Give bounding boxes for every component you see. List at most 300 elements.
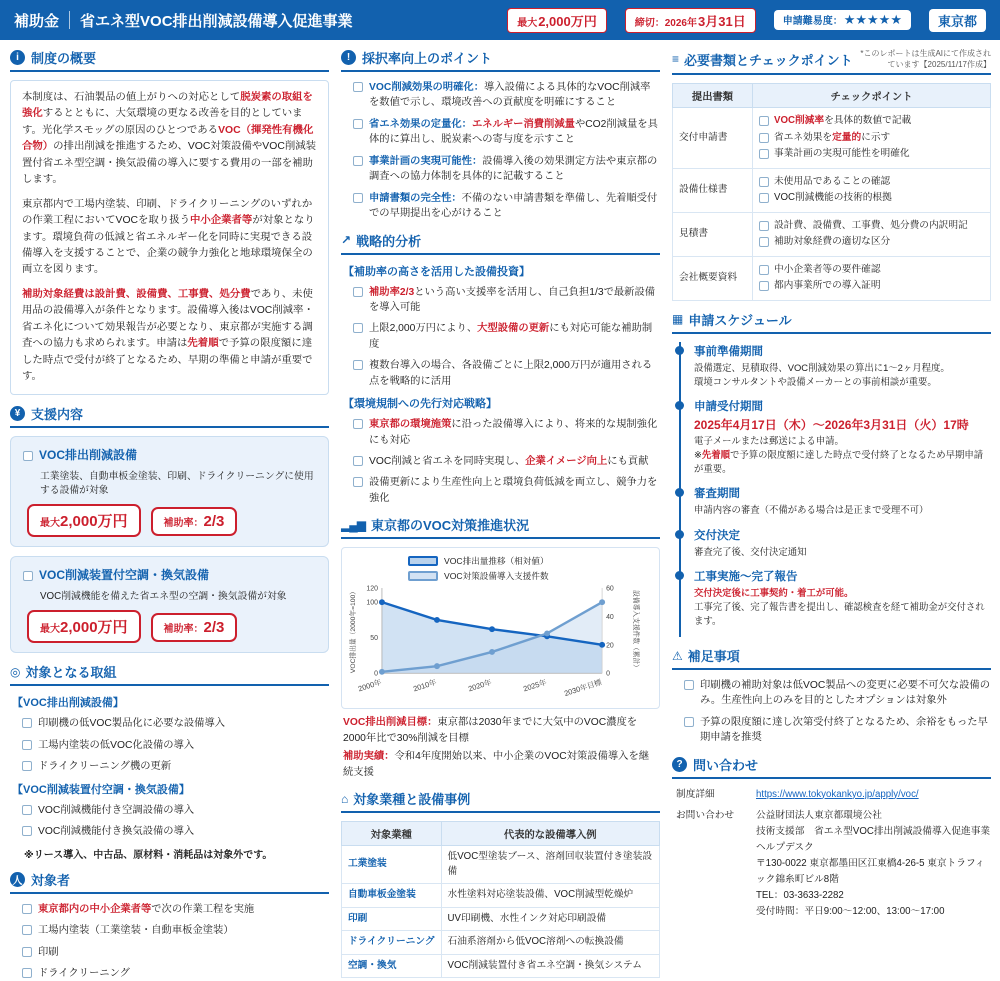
text-segment: エネルギー消費削減量 <box>471 118 575 130</box>
section-voc-status <box>341 515 660 780</box>
checklist-text <box>369 117 660 148</box>
checklist-item <box>22 716 329 731</box>
checkbox-icon <box>759 281 769 291</box>
text-segment: VOC削減と省エネを同時実現し、 <box>369 456 526 467</box>
badge-row <box>27 610 316 643</box>
table-row <box>342 907 660 931</box>
industries-table <box>341 821 660 978</box>
target-icon: ◎ <box>10 664 20 679</box>
timeline-step-line <box>694 545 991 559</box>
section-header <box>672 48 991 75</box>
text-segment: 東京都は2030年までに大気中のVOC濃度を2000年比で30%削減を目標 <box>343 717 638 744</box>
legend-item <box>408 555 655 567</box>
section-overview <box>10 48 329 395</box>
checklist-text <box>369 321 660 352</box>
text-segment: 複数台導入の場合、各設備ごとに上限2,000万円が適用される点を戦略的に活用 <box>369 360 653 387</box>
checklist-text <box>38 966 130 981</box>
section-header <box>10 48 329 72</box>
star-rating-icon: ★★★★★ <box>843 12 902 27</box>
max-amount-badge <box>27 504 141 537</box>
page-title: 省エネ型VOC排出削減設備導入促進事業 <box>80 12 353 30</box>
text-segment: 不備のない申請書類を準備し、先着順受付での早期提出を心がけること <box>369 192 658 220</box>
timeline-step <box>681 568 991 637</box>
header-divider <box>69 11 70 29</box>
region-badge: 東京都 <box>929 9 986 32</box>
checklist-item <box>353 417 660 448</box>
warning-icon: ⚠ <box>672 648 682 663</box>
header-category: 補助金 <box>14 12 60 30</box>
checkpoints-cell <box>753 212 991 256</box>
svg-text:2010年: 2010年 <box>412 677 438 694</box>
checklist-item <box>353 80 660 111</box>
checkbox-icon <box>684 717 694 727</box>
timeline-step-title: 申請受付期間 <box>694 401 763 414</box>
text-segment: 設計費、設備費、工事費、処分費の内訳明記 <box>774 219 968 231</box>
middle-column <box>341 48 660 971</box>
section-schedule <box>672 310 991 637</box>
svg-text:120: 120 <box>366 585 378 593</box>
checkpoint-item <box>759 191 984 206</box>
lightbulb-icon: ! <box>341 50 356 65</box>
text-segment: 東京都の環境施策 <box>369 419 452 431</box>
checkpoint-item <box>759 279 984 294</box>
checkbox-icon <box>759 133 769 143</box>
header-bar <box>0 0 1000 40</box>
group-heading: 【VOC排出削減設備】 <box>12 697 124 710</box>
checklist-text <box>369 475 660 506</box>
timeline-step-title: 事前準備期間 <box>694 345 763 358</box>
support-card-desc: 工業塗装、自動車板金塗装、印刷、ドライクリーニングに使用する設備が対象 <box>40 471 314 497</box>
text-segment: 電子メールまたは郵送による申請。 <box>694 435 844 447</box>
contact-row <box>676 787 991 803</box>
voc-program-link[interactable]: https://www.tokyokankyo.jp/apply/voc/ <box>756 788 919 800</box>
badge-prefix: 最大 <box>40 518 60 530</box>
timeline-step-line <box>694 416 991 434</box>
overview-paragraph <box>22 197 317 279</box>
checkpoint-text <box>774 131 890 146</box>
text-segment: 設備導入後の効果測定方法や東京都の調査への協力体制を具体的に記載すること <box>369 155 658 183</box>
checkbox-icon <box>353 287 363 297</box>
text-segment: 申請内容の審査（不備がある場合は是正まで受理不可） <box>694 504 929 516</box>
checklist-text <box>38 759 171 774</box>
text-segment: 上限2,000万円により、 <box>369 323 478 335</box>
text-segment: 補助対象経費は設計費、設備費、工事費、処分費 <box>22 288 251 300</box>
checklist-text <box>369 80 660 111</box>
checklist-text <box>700 715 991 746</box>
checklist-item <box>353 285 660 316</box>
industry-cell: 自動車板金塗装 <box>342 884 442 908</box>
section-points <box>341 48 660 222</box>
text-segment: VOC削減機能の技術的根拠 <box>774 192 892 204</box>
svg-text:50: 50 <box>370 635 378 643</box>
section-header <box>341 515 660 539</box>
text-segment: 工事完了後、完了報告書を提出し、確認検査を経て補助金が交付されます。 <box>694 600 985 626</box>
document-icon: ≡ <box>672 52 679 66</box>
document-name-cell: 見積書 <box>673 212 753 256</box>
table-row <box>673 256 991 300</box>
schedule-timeline <box>679 342 991 637</box>
factory-icon: ⌂ <box>341 791 348 806</box>
section-title: 採択率向上のポイント <box>362 51 493 66</box>
checkbox-icon <box>684 680 694 690</box>
checklist-item <box>353 117 660 148</box>
text-segment: 本制度は、石油製品の値上がりへの対応として <box>22 92 241 103</box>
text-segment: にも貢献 <box>607 456 649 467</box>
checklist-text <box>38 824 194 839</box>
checklist-text <box>38 902 254 917</box>
group-heading: 【VOC削減装置付空調・換気設備】 <box>12 783 190 796</box>
checklist-item <box>353 475 660 506</box>
checkpoints-cell <box>753 168 991 212</box>
section-activities <box>10 662 329 860</box>
checkpoint-item <box>759 263 984 278</box>
document-name-cell: 設備仕様書 <box>673 168 753 212</box>
checkpoint-text <box>774 114 911 129</box>
contact-label: 制度詳細 <box>676 788 715 800</box>
table-row <box>342 846 660 884</box>
text-segment: 2025年4月17日（木）～2026年3月31日（火）17時 <box>694 418 969 433</box>
section-analysis <box>341 231 660 507</box>
checkbox-icon <box>22 805 32 815</box>
text-segment: に沿った設備導入により、将来的な規制強化にも対応 <box>369 419 658 446</box>
checkbox-icon <box>353 477 363 487</box>
max-amount-badge <box>27 610 141 643</box>
checkbox-icon <box>759 149 769 159</box>
text-segment: という高い支援率を活用し、自己負担1/3で最新設備を導入可能 <box>369 286 656 313</box>
analysis-groups <box>341 263 660 507</box>
timeline-step-line <box>694 448 991 476</box>
text-segment: VOC削減効果の明確化： <box>369 82 484 93</box>
text-segment: で次の作業工程を実施 <box>151 903 255 915</box>
table-header-row <box>673 84 991 108</box>
chart-panel <box>341 547 660 709</box>
text-segment: 事業計画の実現可能性： <box>369 155 483 167</box>
support-cards <box>10 436 329 653</box>
text-segment: 省エネ効果の定量化： <box>369 118 472 130</box>
column-header: チェックポイント <box>753 84 991 108</box>
difficulty-badge: 申請難易度： ★★★★★ <box>774 10 911 30</box>
checkbox-icon <box>353 419 363 429</box>
section-header <box>10 870 329 894</box>
text-segment: の排出削減を推進するため、VOC対策設備やVOC削減装置付省エネ型空調・換気設備の導入に要する費用の一部を補助します。 <box>22 141 316 186</box>
checkbox-icon <box>22 968 32 978</box>
checklist-text <box>38 716 225 731</box>
text-segment: 企業イメージ向上 <box>525 456 608 467</box>
bar-chart-icon: ▂▄▆ <box>341 517 365 532</box>
table-row <box>673 108 991 169</box>
documents-table <box>672 83 991 301</box>
contact-line: 技術支援部 省エネ型VOC排出削減設備導入促進事業 ヘルプデスク <box>756 825 1000 853</box>
contact-row <box>676 808 1000 920</box>
checklist-item <box>22 759 329 774</box>
timeline-step-line <box>694 375 991 389</box>
chart-notes <box>341 715 660 780</box>
checklist-text <box>38 923 234 938</box>
text-segment: 定量的 <box>832 131 862 143</box>
text-segment: 大型設備の更新 <box>477 323 550 335</box>
badge-prefix: 補助率： <box>163 518 204 530</box>
section-documents <box>672 48 991 301</box>
table-row <box>673 168 991 212</box>
checkbox-icon <box>22 761 32 771</box>
section-audience <box>10 870 329 981</box>
section-title: 戦略的分析 <box>356 233 422 249</box>
text-segment: ドライクリーニング <box>38 967 130 979</box>
checkpoint-text <box>774 191 892 206</box>
svg-text:2000年: 2000年 <box>357 677 383 694</box>
text-segment: やCO2削減量を具体的に算出し、脱炭素への寄与度を示すこと <box>369 118 658 146</box>
support-card-title-text: VOC排出削減設備 <box>39 448 138 463</box>
svg-text:VOC排出量（2000年=100）: VOC排出量（2000年=100） <box>350 588 358 674</box>
checklist-item <box>22 902 329 917</box>
legend-swatch <box>408 556 438 566</box>
checkpoints-cell <box>753 256 991 300</box>
points-items <box>341 80 660 222</box>
max-amount-badge: 最大 2,000万円 <box>507 8 607 33</box>
text-segment: であり、未使用品の設備導入が条件となります。設備導入後はVOC削減率・省エネ化について効果報告が必要となり、東京都が実施する調査への協力も求められます。申請は <box>22 288 314 350</box>
checklist-item <box>353 321 660 352</box>
section-title: 対象者 <box>31 872 71 888</box>
document-name-cell: 会社概要資料 <box>673 256 753 300</box>
text-segment: 補助率2/3 <box>369 286 415 298</box>
overview-paragraph <box>22 287 317 386</box>
timeline-step-title: 交付決定 <box>694 529 740 542</box>
equipment-cell: VOC削減装置付き省エネ空調・換気システム <box>441 954 659 978</box>
svg-text:2025年: 2025年 <box>522 677 548 694</box>
support-card <box>10 556 329 653</box>
checkpoint-text <box>774 147 910 162</box>
text-segment: するとともに、大気環境の更なる改善を目的としています。光化学スモッグの原因のひとつである <box>22 108 303 136</box>
question-icon: ? <box>672 757 687 772</box>
audience-items <box>10 902 329 981</box>
checkbox-icon <box>353 82 363 92</box>
text-segment: 設備選定、見積取得、VOC削減効果の算出に1～2ヶ月程度。 <box>694 361 950 373</box>
checkpoint-text <box>774 279 881 294</box>
exclusion-note: ※リース導入、中古品、原材料・消耗品は対象外です。 <box>24 849 273 861</box>
timeline-step-line <box>694 361 991 375</box>
table-row <box>342 954 660 978</box>
checkpoint-text <box>774 235 890 250</box>
text-segment: 交付決定後に工事契約・着工が可能。 <box>694 586 854 598</box>
contact-value <box>756 808 1000 920</box>
voc-trend-chart <box>346 582 655 708</box>
checkbox-icon <box>759 193 769 203</box>
chart-note <box>343 715 658 746</box>
equipment-cell: UV印刷機、水性インク対応印刷設備 <box>441 907 659 931</box>
svg-text:20: 20 <box>606 642 614 650</box>
checkpoint-text <box>774 175 890 190</box>
text-segment: 予算の限度額に達し次第受付終了となるため、余裕をもった早期申請を推奨 <box>700 716 988 744</box>
checklist-item <box>684 715 991 746</box>
checklist-text <box>369 417 660 448</box>
checkpoint-text <box>774 219 968 234</box>
equipment-cell: 低VOC型塗装ブース、溶剤回収装置付き塗装設備 <box>441 846 659 884</box>
checklist-text <box>38 738 194 753</box>
checklist-item <box>22 738 329 753</box>
text-segment: 省エネ効果を <box>774 131 833 143</box>
text-segment: VOC削減機能付き空調設備の導入 <box>38 804 195 816</box>
svg-text:100: 100 <box>366 599 378 607</box>
info-icon: i <box>10 50 25 65</box>
left-column <box>10 48 329 979</box>
section-title: 支援内容 <box>31 407 84 423</box>
checklist-text <box>369 191 660 222</box>
section-title: 東京都のVOC対策推進状況 <box>370 518 530 534</box>
text-segment: が対象となります。環境負荷の低減と省エネルギー化を同時に実現できる設備導入を支援することで、企業の競争力強化と地球環境保全の両立を図ります。 <box>22 215 315 276</box>
checkpoint-item <box>759 147 984 162</box>
industry-cell: 空調・換気 <box>342 954 442 978</box>
checklist-item <box>22 923 329 938</box>
checklist-text <box>369 358 660 389</box>
checklist-item <box>353 358 660 389</box>
svg-text:0: 0 <box>606 671 610 679</box>
group-heading: 【補助率の高さを活用した設備投資】 <box>343 265 530 278</box>
text-segment: 先着順 <box>701 449 730 461</box>
text-segment: 中小企業者等の要件確認 <box>774 263 881 275</box>
checkbox-icon <box>353 360 363 370</box>
svg-text:設備導入支援件数（累計）: 設備導入支援件数（累計） <box>631 590 639 672</box>
support-card-desc: VOC削減機能を備えた省エネ型の空調・換気設備が対象 <box>40 591 287 603</box>
timeline-step <box>681 527 991 568</box>
checkbox-icon <box>353 156 363 166</box>
badge-amount: 2,000万円 <box>60 619 128 637</box>
checklist-item <box>22 824 329 839</box>
text-segment: 補助対象経費の適切な区分 <box>774 236 891 248</box>
section-header <box>672 646 991 670</box>
contact-line: TEL：03-3633-2282 <box>756 889 844 901</box>
table-row <box>342 931 660 955</box>
checkpoint-item <box>759 131 984 146</box>
ai-generated-note: *このレポートは生成AIにて作成されています【2025/11/17作成】 <box>860 49 991 69</box>
contact-line: 〒130-0022 東京都墨田区江東橋4-26-5 東京トラフィック錦糸町ビル8階 <box>756 857 985 885</box>
text-segment: 導入設備による具体的なVOC削減率を数値で示し、環境改善への貢献度を明確にすること <box>369 82 651 109</box>
support-card <box>10 436 329 547</box>
calendar-icon: ▦ <box>672 312 683 327</box>
subsidy-rate-badge <box>151 613 238 642</box>
section-title: 補足事項 <box>687 649 740 665</box>
checkpoint-item <box>759 219 984 234</box>
contact-value <box>756 787 991 803</box>
checkbox-icon <box>759 116 769 126</box>
timeline-step-title: 工事実施～完了報告 <box>694 570 798 583</box>
section-title: 必要書類とチェックポイント <box>684 52 853 68</box>
timeline-step-line <box>694 434 991 448</box>
section-header <box>341 789 660 813</box>
section-header <box>672 755 991 779</box>
industry-cell: ドライクリーニング <box>342 931 442 955</box>
legend-label: VOC対策設備導入支援件数 <box>444 571 549 582</box>
support-card-title-text: VOC削減装置付空調・換気設備 <box>39 568 210 583</box>
text-segment: 印刷機の補助対象は低VOC製品への変更に必要不可欠な設備のみ。生産性向上のみを目的としたオプションは対象外 <box>700 680 991 707</box>
text-segment: 工場内塗装（工業塗装・自動車板金塗装） <box>38 925 234 937</box>
text-segment: 審査完了後、交付決定通知 <box>694 545 807 557</box>
overview-box <box>10 80 329 395</box>
badge-value: 2/3 <box>203 619 225 637</box>
checkbox-icon <box>759 177 769 187</box>
checkpoints-cell <box>753 108 991 169</box>
notes-items <box>672 678 991 746</box>
right-column <box>672 48 1000 917</box>
checkbox-icon <box>22 826 32 836</box>
text-segment: 中小企業者等 <box>189 215 253 227</box>
text-segment: 工場内塗装の低VOC化設備の導入 <box>38 739 195 751</box>
column-header: 代表的な設備導入例 <box>441 822 659 846</box>
table-row <box>673 212 991 256</box>
section-header <box>10 404 329 428</box>
equipment-cell: 石油系溶剤から低VOC溶剤への転換設備 <box>441 931 659 955</box>
timeline-step <box>681 485 991 526</box>
checkbox-icon <box>22 947 32 957</box>
subsidy-rate-badge <box>151 507 238 536</box>
text-segment: ※ <box>694 449 702 461</box>
document-name-cell: 交付申請書 <box>673 108 753 169</box>
svg-text:60: 60 <box>606 585 614 593</box>
legend-swatch <box>408 571 438 581</box>
text-segment: 申請書類の完全性： <box>369 192 462 204</box>
checkbox-icon <box>22 740 32 750</box>
chart-note <box>343 749 658 780</box>
section-header <box>341 231 660 255</box>
timeline-step <box>681 398 991 485</box>
contact-label: お問い合わせ <box>676 809 735 821</box>
table-row <box>342 884 660 908</box>
section-title: 対象となる取組 <box>25 665 117 681</box>
section-notes <box>672 646 991 746</box>
checkbox-icon <box>759 265 769 275</box>
contact-line: 受付時間：平日9:00～12:00、13:00～17:00 <box>756 905 945 917</box>
badge-prefix: 最大 <box>40 624 60 636</box>
text-segment: VOC排出削減目標： <box>343 717 438 729</box>
section-title: 申請スケジュール <box>688 312 792 328</box>
text-segment: に示す <box>861 131 891 143</box>
yen-coin-icon: ¥ <box>10 406 25 421</box>
svg-text:2020年: 2020年 <box>467 677 493 694</box>
checklist-text <box>38 803 194 818</box>
table-header-row <box>342 822 660 846</box>
checkpoint-item <box>759 235 984 250</box>
checkbox-icon <box>22 718 32 728</box>
checkbox-icon <box>353 119 363 129</box>
overview-paragraph <box>22 90 317 189</box>
people-icon: 人 <box>10 872 25 887</box>
badge-prefix: 補助率： <box>163 624 204 636</box>
text-segment: 印刷機の低VOC製品化に必要な設備導入 <box>38 718 226 730</box>
industry-cell: 工業塗装 <box>342 846 442 884</box>
support-card-title <box>23 566 316 583</box>
text-segment: 先着順 <box>187 338 219 350</box>
text-segment: 未使用品であることの確認 <box>774 175 891 187</box>
svg-text:0: 0 <box>374 671 378 679</box>
text-segment: VOC削減機能付き換気設備の導入 <box>38 826 195 838</box>
checklist-text <box>700 678 991 709</box>
checkbox-icon <box>23 451 33 461</box>
text-segment: 令和4年度開始以来、中小企業のVOC対策設備導入を継続支援 <box>343 751 650 778</box>
checkpoint-item <box>759 175 984 190</box>
checklist-item <box>353 154 660 185</box>
group-heading: 【環境規制への先行対応戦略】 <box>343 398 497 411</box>
text-segment: で予算の限度額に達した時点で受付が終了となるため、早期の準備と申請が重要です。 <box>22 338 313 382</box>
section-contact <box>672 755 1000 920</box>
section-title: 問い合わせ <box>693 757 759 773</box>
timeline-step-line <box>694 600 991 628</box>
text-segment: ドライクリーニング機の更新 <box>38 761 172 773</box>
checklist-text <box>369 154 660 185</box>
section-industries <box>341 789 660 978</box>
checklist-text <box>369 454 648 469</box>
equipment-cell: 水性塗料対応塗装設備、VOC削減型乾燥炉 <box>441 884 659 908</box>
industry-cell: 印刷 <box>342 907 442 931</box>
checklist-item <box>22 966 329 981</box>
